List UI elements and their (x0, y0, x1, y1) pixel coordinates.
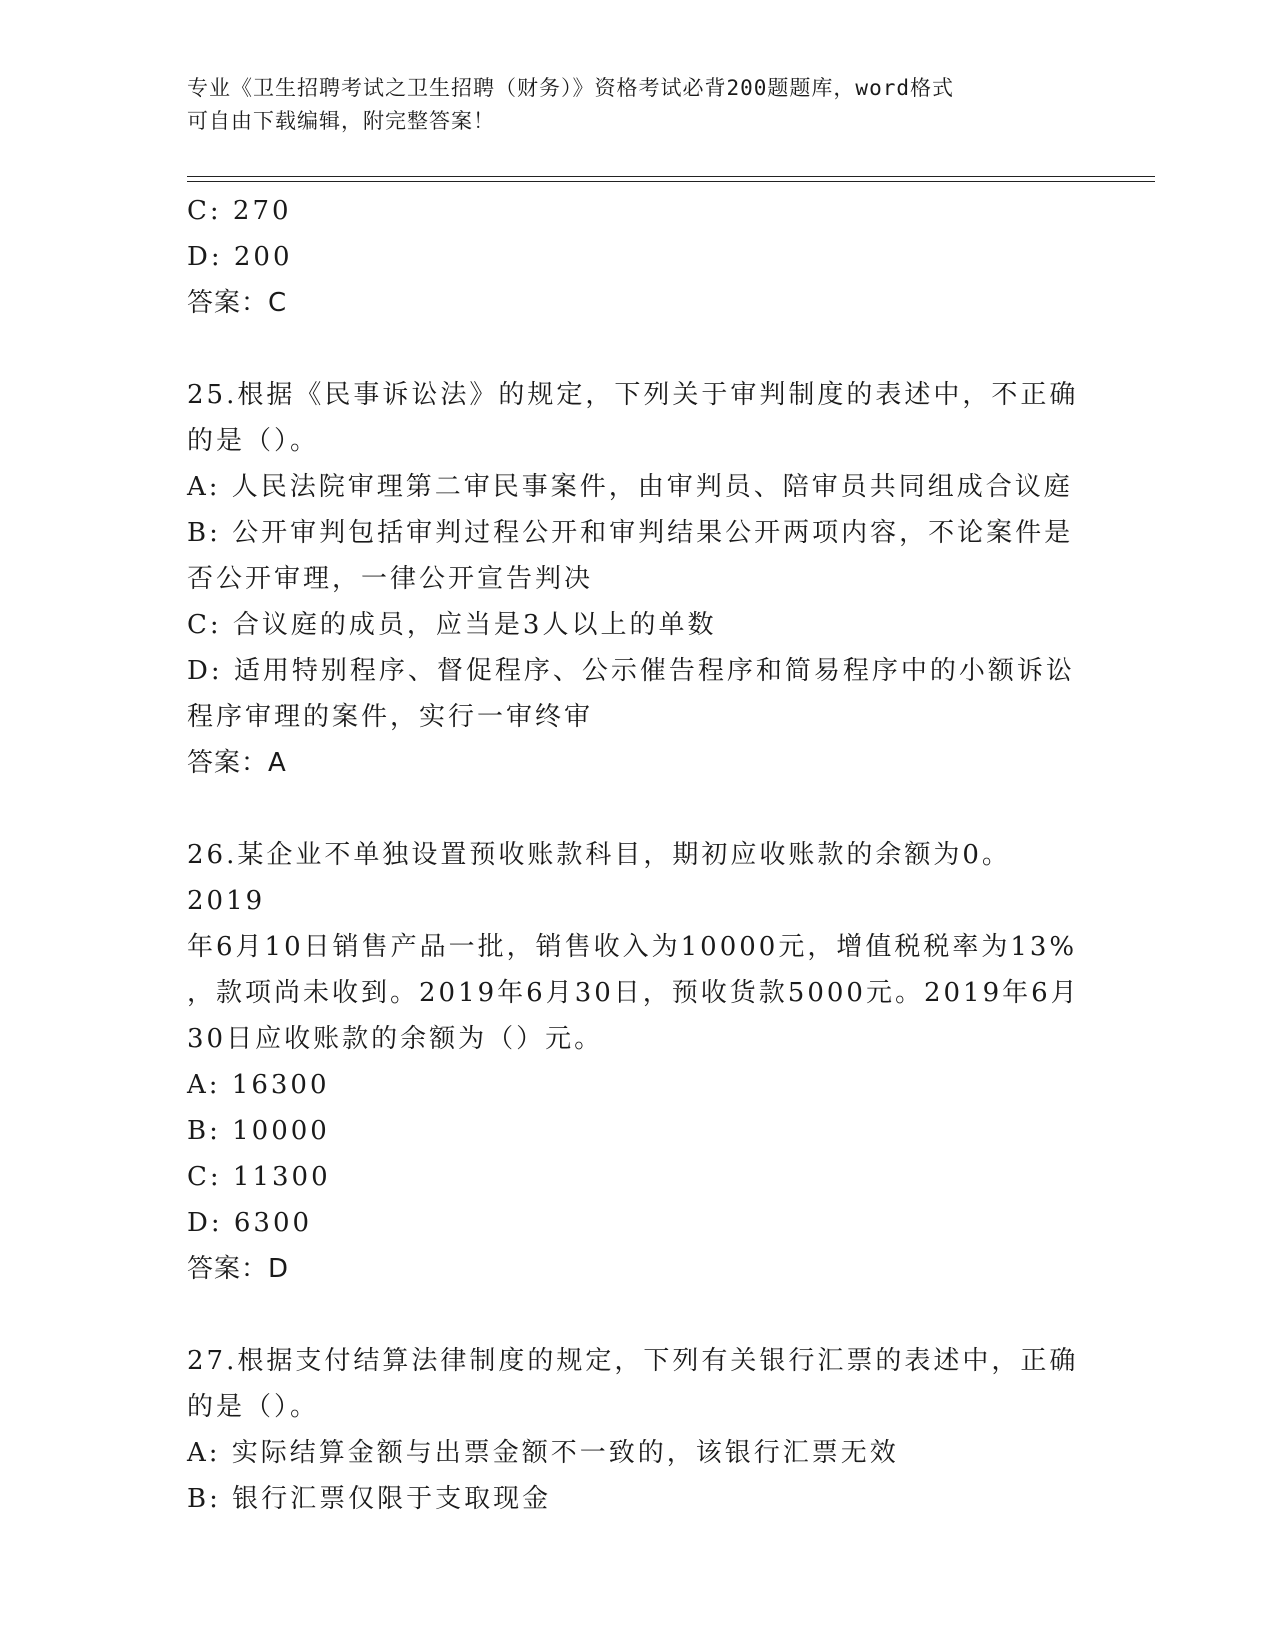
option-b: B: 10000 (187, 1116, 330, 1146)
option-b: B: 银行汇票仅限于支取现金 (187, 1484, 552, 1514)
option-a: A: 16300 (187, 1070, 330, 1100)
page-header (187, 72, 1067, 138)
option-a: A: 人民法院审理第二审民事案件，由审判员、陪审员共同组成合议庭 (187, 472, 1073, 502)
header-line-2: 可自由下载编辑，附完整答案！ (187, 109, 495, 133)
prev-question (187, 188, 1087, 326)
option-a: A: 实际结算金额与出票金额不一致的，该银行汇票无效 (187, 1438, 899, 1468)
question-stem: 的是（）。 (187, 1392, 320, 1422)
question-stem: 年6月10日销售产品一批，销售收入为10000元，增值税税率为13% (187, 932, 1078, 962)
option-d-cont: 程序审理的案件，实行一审终审 (187, 702, 594, 732)
question-stem: ，款项尚未收到。2019年6月30日，预收货款5000元。2019年6月 (187, 978, 1080, 1008)
question-stem: 25.根据《民事诉讼法》的规定，下列关于审判制度的表述中，不正确 (187, 380, 1079, 410)
option-c: C: 270 (187, 196, 292, 226)
question-25 (187, 372, 1087, 786)
option-b-cont: 否公开审理，一律公开宣告判决 (187, 564, 594, 594)
spacer (187, 786, 1087, 832)
answer-line: 答案：C (187, 288, 288, 318)
header-divider (187, 176, 1155, 182)
option-c: C: 合议庭的成员，应当是3人以上的单数 (187, 610, 717, 640)
option-d: D: 6300 (187, 1208, 313, 1238)
question-27 (187, 1338, 1087, 1522)
document-body (187, 188, 1087, 1522)
header-line-1: 专业《卫生招聘考试之卫生招聘（财务）》资格考试必背200题题库，word格式 (187, 76, 954, 100)
answer-line: 答案：D (187, 1254, 290, 1284)
option-d: D: 200 (187, 242, 293, 272)
question-26 (187, 832, 1087, 1292)
question-stem: 27.根据支付结算法律制度的规定，下列有关银行汇票的表述中，正确 (187, 1346, 1079, 1376)
question-stem: 26.某企业不单独设置预收账款科目，期初应收账款的余额为0。2019 (187, 840, 1011, 916)
answer-line: 答案：A (187, 748, 287, 778)
option-d: D: 适用特别程序、督促程序、公示催告程序和简易程序中的小额诉讼 (187, 656, 1075, 686)
question-stem: 30日应收账款的余额为（）元。 (187, 1024, 604, 1054)
option-c: C: 11300 (187, 1162, 331, 1192)
question-stem: 的是（）。 (187, 426, 320, 456)
spacer (187, 1292, 1087, 1338)
spacer (187, 326, 1087, 372)
option-b: B: 公开审判包括审判过程公开和审判结果公开两项内容，不论案件是 (187, 518, 1074, 548)
